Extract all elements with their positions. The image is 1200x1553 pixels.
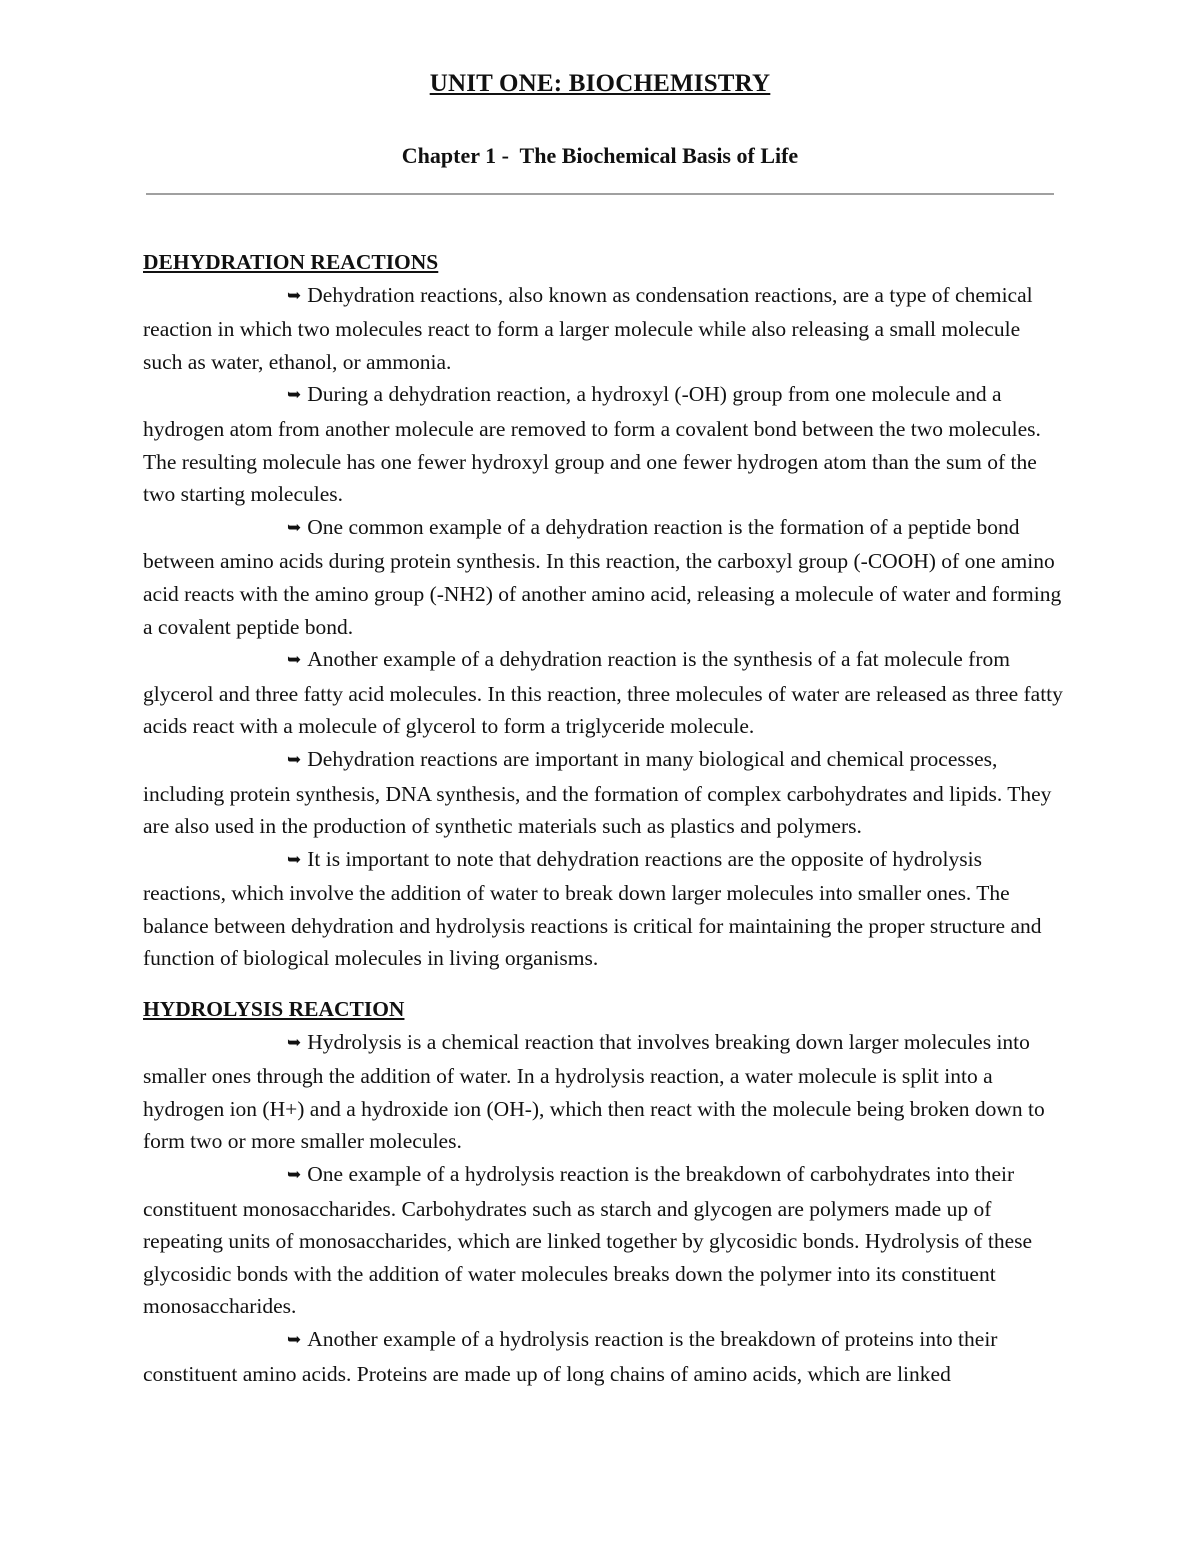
paragraph-text: Another example of a hydrolysis reaction is the breakdown of proteins into their constituent amino acids. Proteins are made up of long chains of amino acids, which are linked xyxy=(143,1326,998,1386)
bullet-paragraph xyxy=(143,279,1063,379)
right-arrow-icon: ➥ xyxy=(287,385,302,406)
document-title: UNIT ONE: BIOCHEMISTRY xyxy=(429,70,771,97)
bullet-paragraph xyxy=(143,843,1063,975)
bullet-paragraph xyxy=(143,1323,1063,1390)
right-arrow-icon: ➥ xyxy=(287,749,302,770)
right-arrow-icon: ➥ xyxy=(287,1032,302,1053)
bullet-paragraph xyxy=(143,1026,1063,1158)
paragraph-text: Another example of a dehydration reaction is the synthesis of a fat molecule from glycerol and three fatty acid molecules. In this reaction, three molecules of water are released as three fatty acids react with a molecule of glycerol to form a triglyceride molecule. xyxy=(143,647,1063,739)
bullet-paragraph xyxy=(143,743,1063,843)
horizontal-divider xyxy=(146,193,1054,195)
bullet-paragraph xyxy=(143,643,1063,743)
right-arrow-icon: ➥ xyxy=(287,1164,302,1185)
paragraph-text: Dehydration reactions, also known as condensation reactions, are a type of chemical reaction in which two molecules react to form a larger molecule while also releasing a small molecule such as water, ethanol, or ammonia. xyxy=(143,282,1033,374)
paragraph-text: One common example of a dehydration reaction is the formation of a peptide bond between amino acids during protein synthesis. In this reaction, the carboxyl group (-COOH) of one amino acid reacts with the amino group (-NH2) of another amino acid, releasing a molecule of water and forming a covalent peptide bond. xyxy=(143,514,1062,639)
chapter-heading: Chapter 1 - The Biochemical Basis of Life xyxy=(401,143,799,168)
paragraph-text: One example of a hydrolysis reaction is the breakdown of carbohydrates into their constituent monosaccharides. Carbohydrates such as starch and glycogen are polymers made up of repeating units of monosaccharides, which are linked together by glycosidic bonds. Hydrolysis of these glycosidic bonds with the addition of water molecules breaks down the polymer into its constituent monosaccharides. xyxy=(143,1161,1033,1319)
paragraph-text: Hydrolysis is a chemical reaction that involves breaking down larger molecules into smaller ones through the addition of water. In a hydrolysis reaction, a water molecule is split into a hydrogen ion (H+) and a hydroxide ion (OH-), which then react with the molecule being broken down to form two or more smaller molecules. xyxy=(143,1029,1045,1154)
section-heading: HYDROLYSIS REACTION xyxy=(143,997,405,1021)
bullet-paragraph xyxy=(143,378,1063,510)
right-arrow-icon: ➥ xyxy=(287,517,302,538)
right-arrow-icon: ➥ xyxy=(287,1329,302,1350)
right-arrow-icon: ➥ xyxy=(287,285,302,306)
paragraph-text: It is important to note that dehydration reactions are the opposite of hydrolysis reactions, which involve the addition of water to break down larger molecules into smaller ones. The balance between dehydration and hydrolysis reactions is critical for maintaining the proper structure and function of biological molecules in living organisms. xyxy=(143,846,1042,971)
section-heading: DEHYDRATION REACTIONS xyxy=(143,250,439,274)
section-hydrolysis-reaction xyxy=(143,993,1063,1390)
right-arrow-icon: ➥ xyxy=(287,650,302,671)
bullet-paragraph xyxy=(143,511,1063,643)
paragraph-text: Dehydration reactions are important in many biological and chemical processes, including protein synthesis, DNA synthesis, and the formation of complex carbohydrates and lipids. They are also used in the production of synthetic materials such as plastics and polymers. xyxy=(143,746,1052,839)
paragraph-text: During a dehydration reaction, a hydroxyl (-OH) group from one molecule and a hydrogen atom from another molecule are removed to form a covalent bond between the two molecules. The resulting molecule has one fewer hydroxyl group and one fewer hydrogen atom than the sum of the two starting molecules. xyxy=(143,382,1041,507)
section-dehydration-reactions xyxy=(143,246,1063,975)
right-arrow-icon: ➥ xyxy=(287,849,302,870)
bullet-paragraph xyxy=(143,1158,1063,1323)
